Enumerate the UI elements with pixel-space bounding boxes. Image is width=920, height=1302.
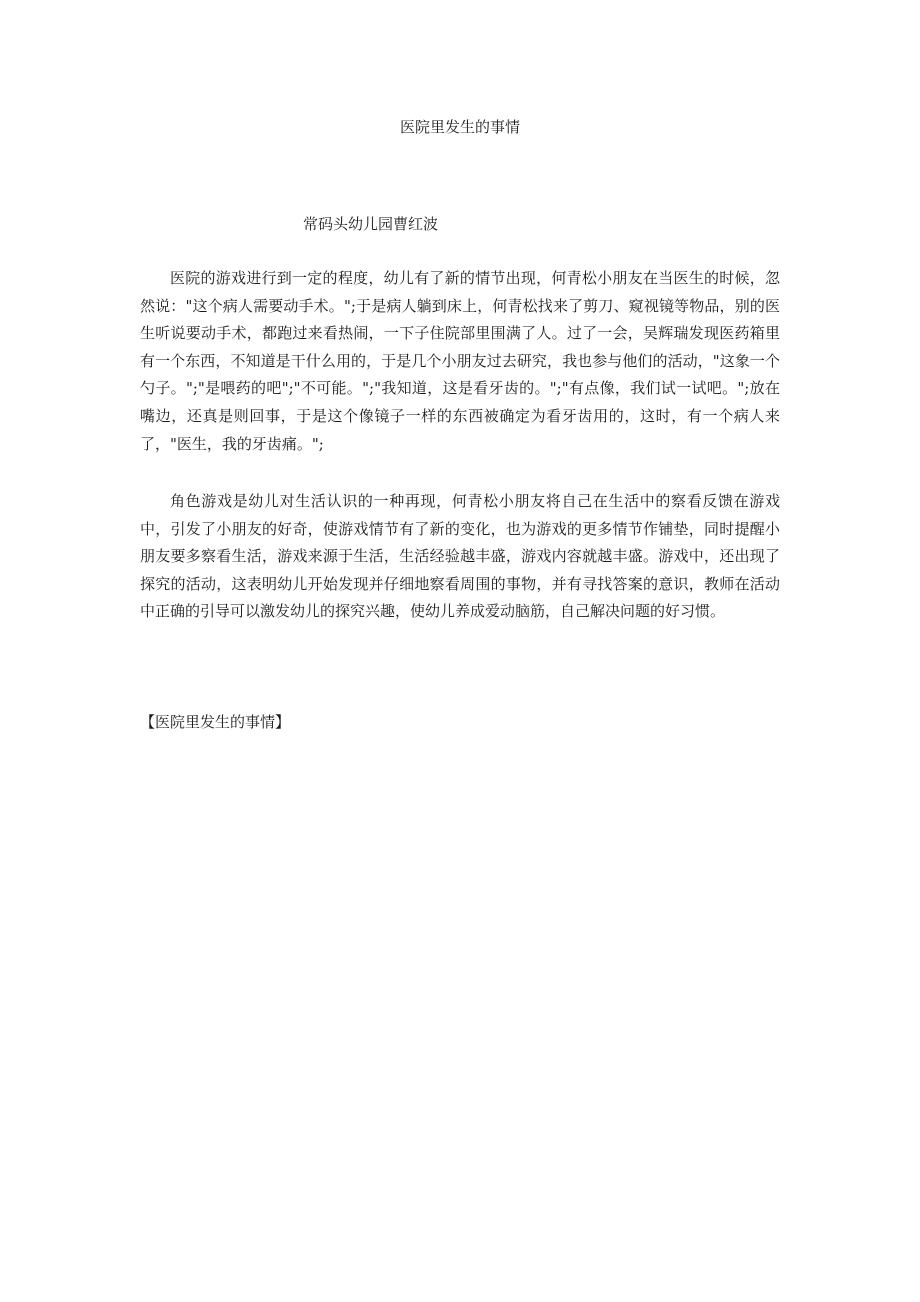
document-footer: 【医院里发生的事情】 (140, 713, 291, 731)
document-author: 常码头幼儿园曹红波 (303, 215, 439, 233)
body-paragraph-2: 角色游戏是幼儿对生活认识的一种再现，何青松小朋友将自己在生活中的察看反馈在游戏中，引发了小朋友的好奇，使游戏情节有了新的变化，也为游戏的更多情节作铺垫，同时提醒小朋友要多察看生活，游戏来源于生活，生活经验越丰盛，游戏内容就越丰盛。游戏中，还出现了探究的活动，这表明幼儿开始发现并仔细地察看周围的事物，并有寻找答案的意识，教师在活动中正确的引导可以激发幼儿的探究兴趣，使幼儿养成爱动脑筋，自己解决问题的好习惯。 (140, 492, 780, 621)
document-title: 医院里发生的事情 (399, 118, 520, 136)
body-paragraph-1: 医院的游戏进行到一定的程度，幼儿有了新的情节出现，何青松小朋友在当医生的时候，忽然说："这个病人需要动手术。";于是病人躺到床上，何青松找来了剪刀、窥视镜等物品，别的医生听说要动手术，都跑过来看热闹，一下子住院部里围满了人。过了一会，吴辉瑞发现医药箱里有一个东西，不知道是干什么用的，于是几个小朋友过去研究，我也参与他们的活动，"这象一个勺子。";"是喂药的吧";"不可能。";"我知道，这是看牙齿的。";"有点像，我们试一试吧。";放在嘴边，还真是则回事，于是这个像镜子一样的东西被确定为看牙齿用的，这时，有一个病人来了，"医生，我的牙齿痛。"; (140, 269, 780, 453)
